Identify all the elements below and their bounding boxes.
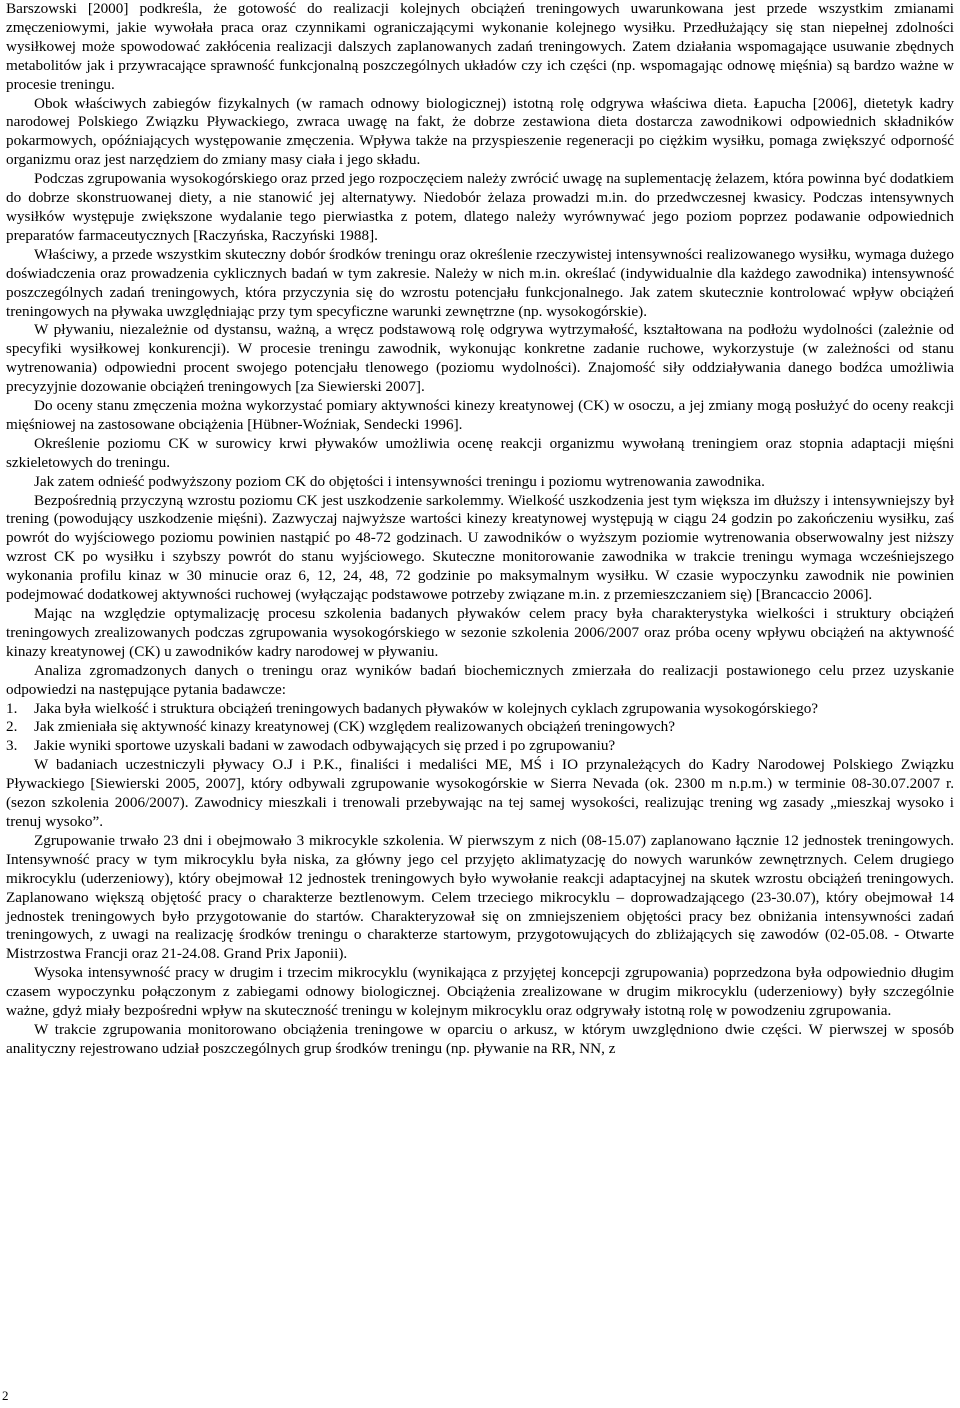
research-question-item [6, 700, 954, 719]
research-question-item [6, 737, 954, 756]
body-paragraph: Podczas zgrupowania wysokogórskiego oraz przed jego rozpoczęciem należy zwrócić uwagę na suplementację żelazem, która powinna być dodatkiem do dobrze skonstruowanej diety, a nie stanowić jej alternatywy. Niedobór żelaza prowadzi m.in. do przedwczesnej kwasicy. Podczas intensywnych wysiłków występuje zwiększone wydalanie tego pierwiastka z potem, dlatego należy wyrównywać jego poziom poprzez podawanie odpowiednich preparatów farmaceutycznych [Raczyńska, Raczyński 1988]. [6, 170, 954, 244]
body-paragraph: Mając na względzie optymalizację procesu szkolenia badanych pływaków celem pracy była charakterystyka wielkości i struktury obciążeń treningowych zrealizowanych podczas zgrupowania wysokogórskiego w sezonie szkolenia 2006/2007 oraz próba oceny wpływu obciążeń na aktywność kinazy kreatynowej (CK) u zawodników kadry narodowej w pływaniu. [6, 605, 954, 660]
body-paragraph: Do oceny stanu zmęczenia można wykorzystać pomiary aktywności kinezy kreatynowej (CK) w osoczu, a jej zmiany mogą posłużyć do oceny reakcji mięśniowej na zastosowane obciążenia [Hübner-Woźniak, Sendecki 1996]. [6, 397, 954, 433]
body-text-before-questions [6, 0, 954, 700]
list-number: 2. [6, 718, 18, 736]
research-question-item [6, 718, 954, 737]
list-number: 1. [6, 699, 18, 717]
body-paragraph: W pływaniu, niezależnie od dystansu, ważną, a wręcz podstawową rolę odgrywa wytrzymałość, kształtowana na podłożu wydolności (zależnie od specyfiki wysiłkowej konkurencji). W procesie treningu zawodnik, wykonując konkretne zadanie ruchowe, wykorzystuje (w zależności od stanu wytrenowania) odpowiedni procent swojego potencjału tlenowego (poziomu wydolności). Znajomość siły oddziaływania danego bodźca umożliwia precyzyjnie dozowanie obciążeń treningowych [za Siewierski 2007]. [6, 321, 954, 396]
page-number: 2 [2, 1388, 9, 1403]
body-paragraph: Określenie poziomu CK w surowicy krwi pływaków umożliwia ocenę reakcji organizmu wywołaną treningiem oraz stopnia adaptacji mięśni szkieletowych do treningu. [6, 434, 954, 471]
body-paragraph: Analiza zgromadzonych danych o treningu oraz wyników badań biochemicznych zmierzała do realizacji postawionego celu przez uzyskanie odpowiedzi na następujące pytania badawcze: [6, 661, 954, 698]
body-paragraph: Bezpośrednią przyczyną wzrostu poziomu CK jest uszkodzenie sarkolemmy. Wielkość uszkodzenia jest tym większa im dłuższy i intensywniejszy był trening (powodujący uszkodzenie mięśni). Zazwyczaj najwyższe wartości kinezy kreatynowej występują w ciągu 24 godzin po zakończeniu wysiłku, zaś powrót do wyjściowego poziomu powinien nastąpić po 48-72 godzinach. U zawodników o wyższym poziomie wytrenowania obserwowalny jest niższy wzrost CK po wysiłku i szybszy powrót do stanu wyjściowego. Skuteczne monitorowanie zawodnika w trakcie treningu wymaga wcześniejszego wykonania profilu kinaz w 30 minucie oraz 6, 12, 24, 48, 72 godzinie po maksymalnym wysiłku. W czasie wypoczynku zawodnik nie powinien podejmować dodatkowej aktywności ruchowej (wyłączając podstawowe potrzeby związane m.in. z przemieszczaniem się) [Brancaccio 2006]. [6, 491, 954, 604]
body-paragraph: Barszowski [2000] podkreśla, że gotowość do realizacji kolejnych obciążeń treningowych uwarunkowana jest przede wszystkim zmianami zmęczeniowymi, jakie wywołała praca oraz czynnikami ograniczającymi wykonanie kolejnego wysiłku. Przedłużający się stan niepełnej zdolności wysiłkowej może spowodować zakłócenia realizacji dalszych zaplanowanych zadań treningowych. Zatem działania wspomagające usuwanie zbędnych metabolitów jak i przywracające sprawność funkcjonalną poszczególnych układów czy ich części (np. wspomagając odnowę mięśnia) są bardzo ważne w procesie treningu. [6, 0, 954, 93]
research-question-text: Jaka była wielkość i struktura obciążeń treningowych badanych pływaków w kolejnych cyklach zgrupowania wysokogórskiego? [34, 699, 819, 717]
body-paragraph: Właściwy, a przede wszystkim skuteczny dobór środków treningu oraz określenie rzeczywistej intensywności realizowanego wysiłku, wymaga dużego doświadczenia oraz prowadzenia cyklicznych badań w tym zakresie. Należy w nich m.in. określać (indywidualnie dla każdego zawodnika) intensywność poszczególnych zadań treningowych, która przyczynia się do wzrostu potencjału funkcjonalnego. Jak zatem skutecznie kontrolować wpływ obciążeń treningowych na pływaka uwzględniając przy tym specyficzne warunki zewnętrzne (np. wysokogórskie). [6, 245, 954, 320]
body-paragraph: Obok właściwych zabiegów fizykalnych (w ramach odnowy biologicznej) istotną rolę odgrywa właściwa dieta. Łapucha [2006], dietetyk kadry narodowej Polskiego Związku Pływackiego, zwraca uwagę na fakt, że dobrze zestawiona dieta dostarcza zawodnikowi odpowiednich składników pokarmowych, opóźniających występowanie zmęczenia. Wpływa także na przyspieszenie regeneracji po ciężkim wysiłku, pomaga zwiększyć odporność organizmu oraz jest narzędziem do zmiany masy ciała i jego składu. [6, 94, 954, 169]
body-paragraph: Jak zatem odnieść podwyższony poziom CK do objętości i intensywności treningu i poziomu wytrenowania zawodnika. [34, 472, 765, 490]
body-paragraph: W trakcie zgrupowania monitorowano obciążenia treningowe w oparciu o arkusz, w którym uwzględniono dwie części. W pierwszej w sposób analityczny rejestrowano udział poszczególnych grup środków treningu (np. pływanie na RR, NN, z [6, 1020, 954, 1057]
research-question-text: Jak zmieniała się aktywność kinazy kreatynowej (CK) względem realizowanych obciążeń treningowych? [34, 718, 675, 736]
list-number: 3. [6, 737, 18, 755]
body-paragraph: Zgrupowanie trwało 23 dni i obejmowało 3 mikrocykle szkolenia. W pierwszym z nich (08-15.07) zaplanowano łącznie 12 jednostek treningowych. Intensywność pracy w tym mikrocyklu była niska, za główny jego cel przyjęto aklimatyzację do nowych warunków zewnętrznych. Celem drugiego mikrocyklu (uderzeniowy), który obejmował 12 jednostek treningowych było wywołanie reakcji adaptacyjnej na skutek wzrostu obciążeń treningowych. Zaplanowano większą objętość pracy o charakterze beztlenowym. Celem trzeciego mikrocyklu – doprowadzającego (23-30.07), który obejmował 14 jednostek treningowych było przygotowanie do startów. Charakteryzował się on zmniejszeniem objętości pracy bez obniżania intensywności zadań treningowych, z uwagi na realizację środków treningu o charakterze startowym, przygotowujących do zbliżających się zawodów (02-05.08. - Otwarte Mistrzostwa Francji oraz 21-24.08. Grand Prix Japonii). [6, 831, 954, 963]
research-question-text: Jakie wyniki sportowe uzyskali badani w zawodach odbywających się przed i po zgrupowaniu? [34, 737, 616, 755]
research-questions-list [6, 700, 954, 757]
body-text-after-questions [6, 756, 954, 1059]
body-paragraph: Wysoka intensywność pracy w drugim i trzecim mikrocyklu (wynikająca z przyjętej koncepcji zgrupowania) poprzedzona była odpowiednio długim czasem wypoczynku połączonym z zabiegami odnowy biologicznej. Obciążenia zrealizowane w drugim mikrocyklu (uderzeniowy) były szczególnie ważne, gdyż miały bezpośredni wpływ na skuteczność treningu w kolejnym mikrocyklu oraz odgrywały istotną rolę w powodzeniu zgrupowania. [6, 964, 954, 1020]
body-paragraph: W badaniach uczestniczyli pływacy O.J i P.K., finaliści i medaliści ME, MŚ i IO przynależących do Kadry Narodowej Polskiego Związku Pływackiego [Siewierski 2005, 2007], który odbywali zgrupowanie wysokogórskie w Sierra Nevada (ok. 2300 m n.p.m.) w terminie 08-30.07.2007 r. (sezon szkolenia 2006/2007). Zawodnicy mieszkali i trenowali przebywając na tej samej wysokości, realizując trening wg zasady „mieszkaj wysoko i trenuj wysoko”. [6, 756, 954, 830]
document-page [6, 0, 954, 1059]
